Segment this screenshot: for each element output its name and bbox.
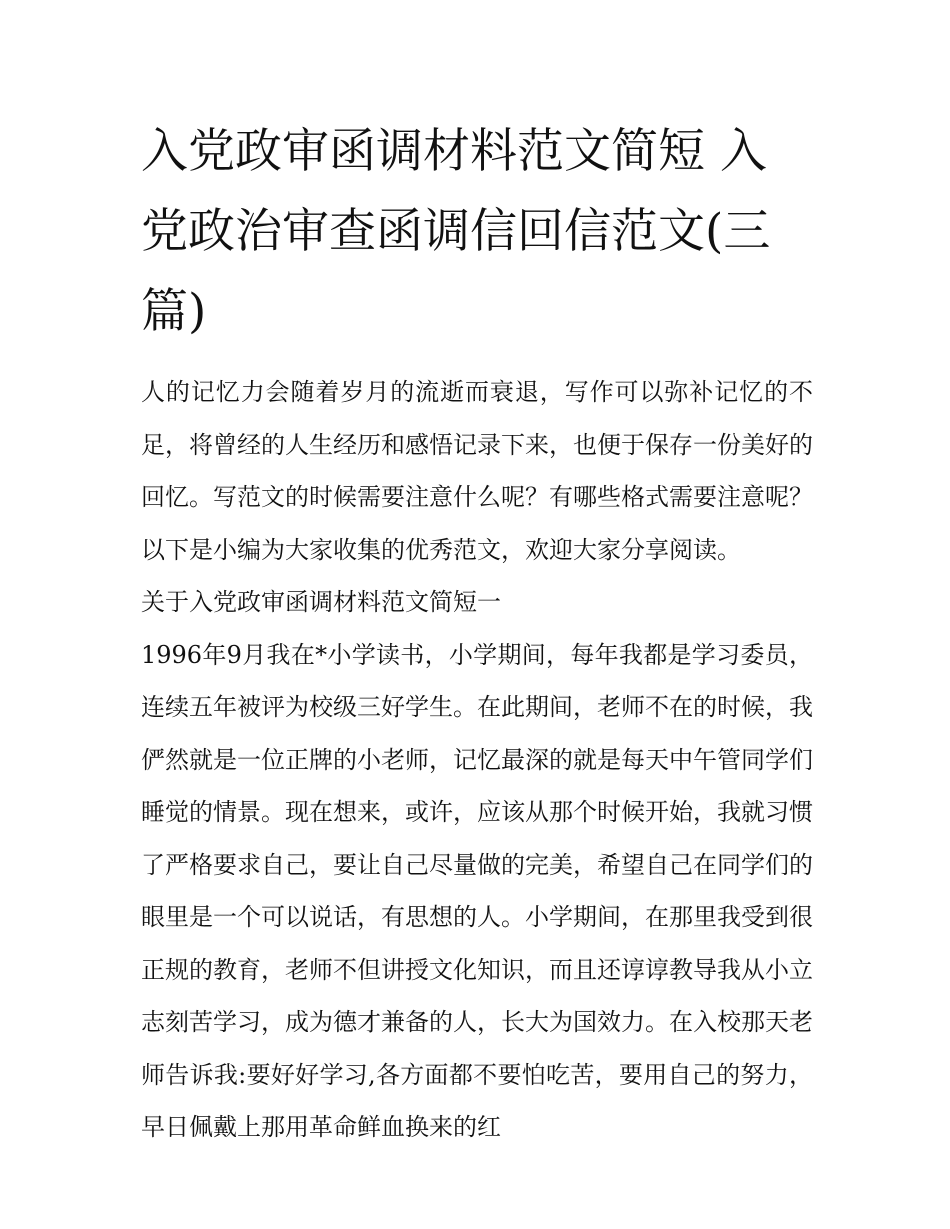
body-paragraph: 1996年9月我在*小学读书，小学期间，每年我都是学习委员，连续五年被评为校级三好学生。在此期间，老师不在的时候，我俨然就是一位正牌的小老师，记忆最深的就是每天中午管同学们睡觉的情景。现在想来，或许，应该从那个时候开始，我就习惯了严格要求自己，要让自己尽量做的完美，希望自己在同学们的眼里是一个可以说话，有思想的人。小学期间，在那里我受到很正规的教育，老师不但讲授文化知识，而且还谆谆教导我从小立志刻苦学习，成为德才兼备的人，长大为国效力。在入校那天老师告诉我:要好好学习,各方面都不要怕吃苦，要用自己的努力，早日佩戴上那用革命鲜血换来的红: [141, 640, 813, 1141]
document-title: 入党政审函调材料范文简短 入党政治审查函调信回信范文(三篇): [141, 124, 771, 339]
section-heading: 关于入党政审函调材料范文简短一: [141, 588, 501, 616]
document-page: [141, 112, 813, 1154]
intro-paragraph: 人的记忆力会随着岁月的流逝而衰退，写作可以弥补记忆的不足，将曾经的人生经历和感悟记录下来，也便于保存一份美好的回忆。写范文的时候需要注意什么呢？有哪些格式需要注意呢？以下是小编为大家收集的优秀范文，欢迎大家分享阅读。: [141, 378, 813, 564]
